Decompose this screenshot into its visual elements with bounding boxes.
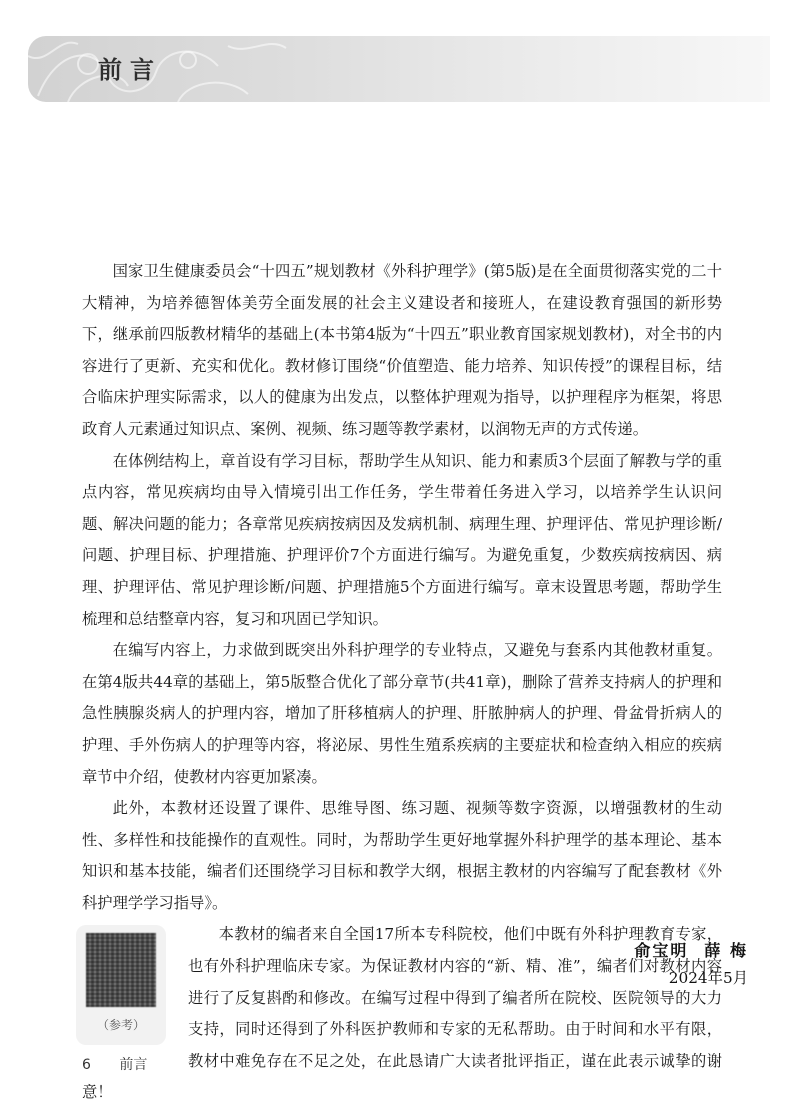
paragraph-2: 在体例结构上，章首设有学习目标，帮助学生从知识、能力和素质3个层面了解教与学的重点内容，常见疾病均由导入情境引出工作任务，学生带着任务进入学习，以培养学生认识问题、解决问题的能力；各章常见疾病按病因及发病机制、病理生理、护理评估、常见护理诊断/问题、护理目标、护理措施、护理评价7个方面进行编写。为避免重复，少数疾病按病因、病理、护理评估、常见护理诊断/问题、护理措施5个方面进行编写。章末设置思考题，帮助学生梳理和总结整章内容，复习和巩固已学知识。	[82, 451, 722, 628]
qr-code-icon[interactable]	[86, 933, 156, 1007]
qr-paragraph-block	[82, 919, 722, 1109]
paragraph-1: 国家卫生健康委员会“十四五”规划教材《外科护理学》(第5版)是在全面贯彻落实党的二十大精神，为培养德智体美劳全面发展的社会主义建设者和接班人，在建设教育强国的新形势下，继承前四版教材精华的基础上(本书第4版为“十四五”职业教育国家规划教材)，对全书的内容进行了更新、充实和优化。教材修订围绕“价值塑造、能力培养、知识传授”的课程目标，结合临床护理实际需求，以人的健康为出发点，以整体护理观为指导，以护理程序为框架，将思政育人元素通过知识点、案例、视频、练习题等教学素材，以润物无声的方式传递。	[82, 262, 722, 438]
paragraph-4: 此外，本教材还设置了课件、思维导图、练习题、视频等数字资源，以增强教材的生动性、多样性和技能操作的直观性。同时，为帮助学生更好地掌握外科护理学的基本理论、基本知识和基本技能，编者们还围绕学习目标和教学大纲，根据主教材的内容编写了配套教材《外科护理学学习指导》。	[82, 799, 722, 912]
paragraph-3: 在编写内容上，力求做到既突出外科护理学的专业特点，又避免与套系内其他教材重复。在第4版共44章的基础上，第5版整合优化了部分章节(共41章)，删除了营养支持病人的护理和急性胰腺炎病人的护理内容，增加了肝移植病人的护理、肝脓肿病人的护理、骨盆骨折病人的护理、手外伤病人的护理等内容，将泌尿、男性生殖系疾病的主要症状和检查纳入相应的疾病章节中介绍，使教材内容更加紧凑。	[82, 641, 722, 786]
page-footer	[82, 1054, 147, 1074]
author-name-2: 薛 梅	[704, 941, 748, 960]
authors-signature	[634, 938, 748, 961]
page-title: 前言	[98, 56, 162, 84]
preface-body	[82, 256, 722, 1109]
footer-section: 前言	[119, 1057, 148, 1073]
page-number: 6	[82, 1057, 91, 1073]
qr-code-card[interactable]	[76, 925, 166, 1045]
preface-date: 2024年5月	[668, 969, 748, 987]
chapter-header-band	[28, 36, 770, 102]
paragraph-5: 本教材的编者来自全国17所本专科院校，他们中既有外科护理教育专家，也有外科护理临床专家。为保证教材内容的“新、精、准”，编者们对教材内容进行了反复斟酌和修改。在编写过程中得到了编者所在院校、医院领导的大力支持，同时还得到了外科医护教师和专家的无私帮助。由于时间和水平有限，教材中难免存在不足之处，在此恳请广大读者批评指正，谨在此表示诚挚的谢意！	[82, 925, 722, 1102]
qr-caption: （参考）	[96, 1018, 145, 1033]
author-name-1: 俞宝明	[634, 941, 689, 960]
